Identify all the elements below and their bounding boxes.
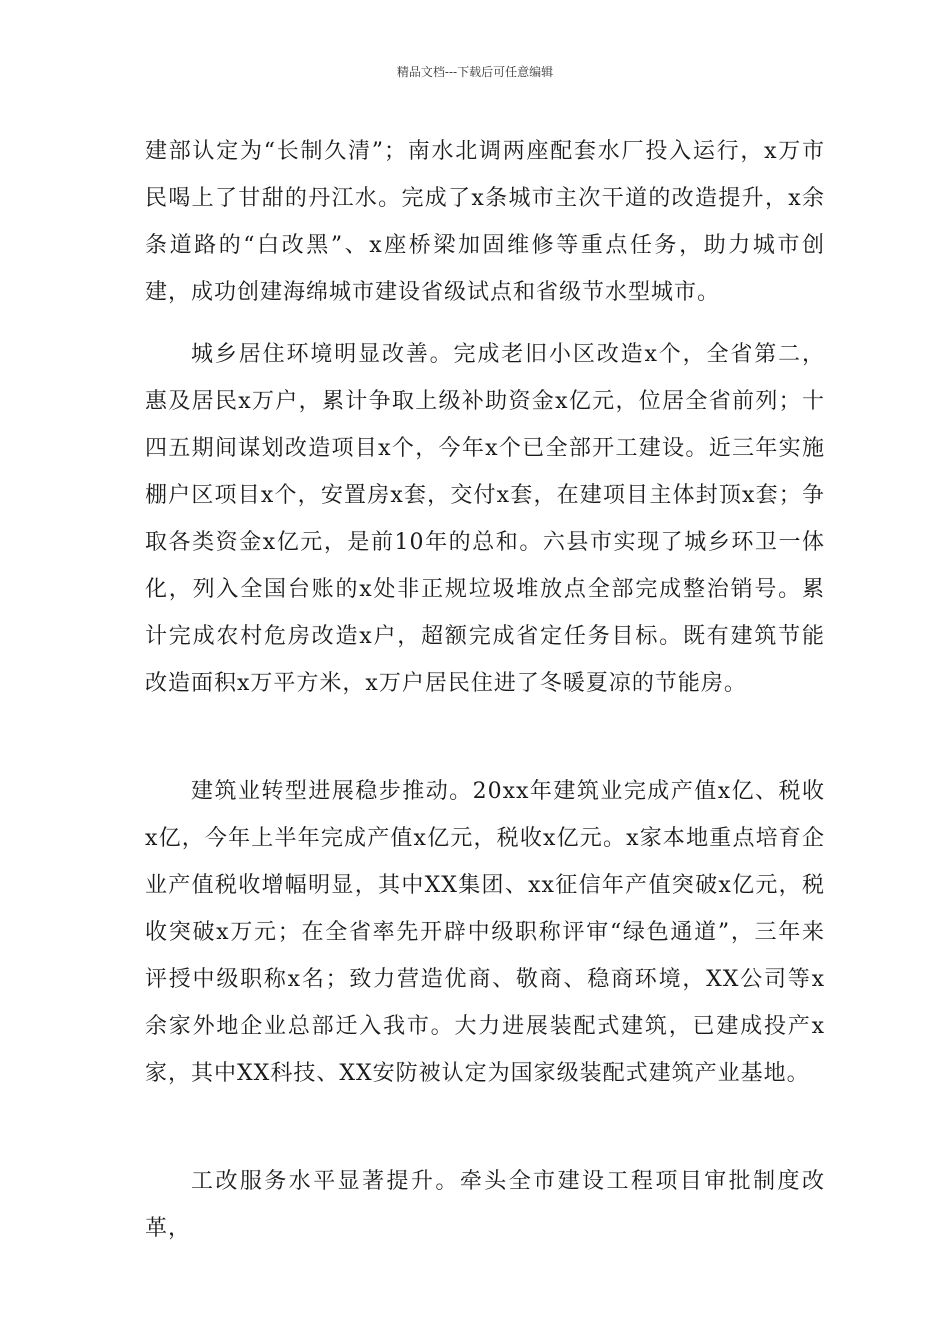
document-body (145, 128, 825, 1252)
paragraph-living-environment: 城乡居住环境明显改善。完成老旧小区改造x个，全省第二，惠及居民x万户，累计争取上级补助资金x亿元，位居全省前列；十四五期间谋划改造项目x个，今年x个已全部开工建设。近三年实施棚户区项目x个，安置房x套，交付x套，在建项目主体封顶x套；争取各类资金x亿元，是前10年的总和。六县市实现了城乡环卫一体化，列入全国台账的x处非正规垃圾堆放点全部完成整治销号。累计完成农村危房改造x户，超额完成省定任务目标。既有建筑节能改造面积x万平方米，x万户居民住进了冬暖夏凉的节能房。 (145, 342, 825, 696)
paragraph-construction-industry: 建筑业转型进展稳步推动。20xx年建筑业完成产值x亿、税收x亿，今年上半年完成产值x亿元，税收x亿元。x家本地重点培育企业产值税收增幅明显，其中XX集团、xx征信年产值突破x亿元，税收突破x万元；在全省率先开辟中级职称评审“绿色通道”，三年来评授中级职称x名；致力营造优商、敬商、稳商环境，XX公司等x余家外地企业总部迁入我市。大力进展装配式建筑，已建成投产x家，其中XX科技、XX安防被认定为国家级装配式建筑产业基地。 (145, 779, 826, 1086)
page-header: 精品文档---下载后可任意编辑 (396, 65, 554, 79)
paragraph-approval-reform: 工改服务水平显著提升。牵头全市建设工程项目审批制度改革， (145, 1169, 825, 1241)
paragraph-urban-construction: 建部认定为“长制久清”；南水北调两座配套水厂投入运行，x万市民喝上了甘甜的丹江水。完成了x条城市主次干道的改造提升，x余条道路的“白改黑”、x座桥梁加固维修等重点任务，助力城市创建，成功创建海绵城市建设省级试点和省级节水型城市。 (145, 139, 825, 305)
